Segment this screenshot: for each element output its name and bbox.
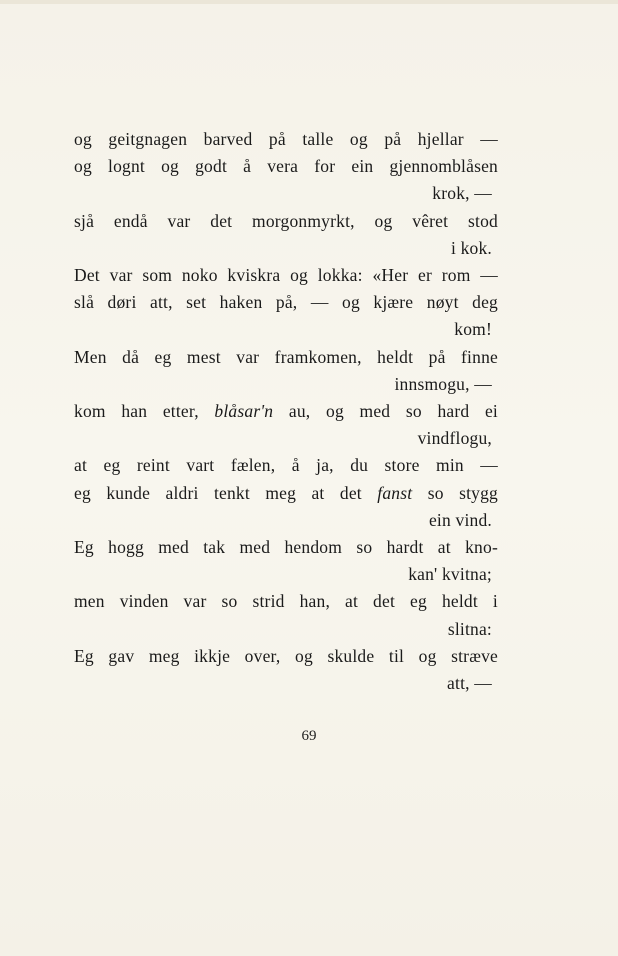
poem-line [74,289,498,343]
poem-line-italic: fanst [377,482,413,503]
poem-line [74,126,498,153]
poem-line-text: og geitgnagen barved på talle og på hjellar — [74,129,498,149]
poem-line-continuation: ein vind. [428,509,492,530]
poem-line-text: slå døri att, set haken på, — og kjære nøyt deg [74,292,498,313]
poem-line [74,208,498,262]
poem-line-italic: blåsar'n [214,401,274,422]
poem-line-continuation: kan' kvitna; [408,564,492,585]
poem-line [74,153,498,207]
poem-line-text-post: au, og med so hard ei [273,401,498,422]
poem-line-text: at eg reint vart fælen, å ja, du store min — [74,455,498,476]
poem-line-continuation: vindflogu, [417,428,492,449]
poem-line-text [74,480,498,507]
poem-body [74,126,498,697]
poem-line [74,344,498,398]
poem-line-text-pre: eg kunde aldri tenkt meg at det [74,482,378,503]
poem-line-continuation: slitna: [447,618,492,639]
poem-line-text-pre: kom han etter, [74,401,215,422]
poem-line [74,452,498,479]
page-number: 69 [301,728,317,744]
poem-line-text: og lognt og godt å vera for ein gjennomblåsen [74,156,498,177]
page-top-edge [0,0,618,4]
poem-line-text: Eg hogg med tak med hendom so hardt at kno- [74,537,498,558]
poem-line-text-post: so stygg [412,482,498,503]
poem-line-text [74,398,498,425]
poem-line [74,262,498,289]
poem-line-continuation: krok, — [432,183,492,204]
poem-line [74,398,498,452]
poem-line [74,480,498,534]
poem-line [74,588,498,642]
poem-line-text: men vinden var so strid han, at det eg heldt i [74,591,498,612]
poem-line [74,643,498,697]
poem-line-continuation: i kok. [450,237,492,258]
poem-line-text: sjå endå var det morgonmyrkt, og vêret stod [74,210,498,231]
poem-line-continuation: kom! [454,319,492,340]
poem-line-text: Det var som noko kviskra og lokka: «Her er rom — [74,265,498,286]
poem-line-text: Eg gav meg ikkje over, og skulde til og stræve [74,645,498,666]
poem-line-continuation: innsmogu, — [394,373,492,394]
poem-line [74,534,498,588]
poem-line-continuation: att, — [447,673,492,694]
poem-line-text: Men då eg mest var framkomen, heldt på finne [74,346,498,367]
